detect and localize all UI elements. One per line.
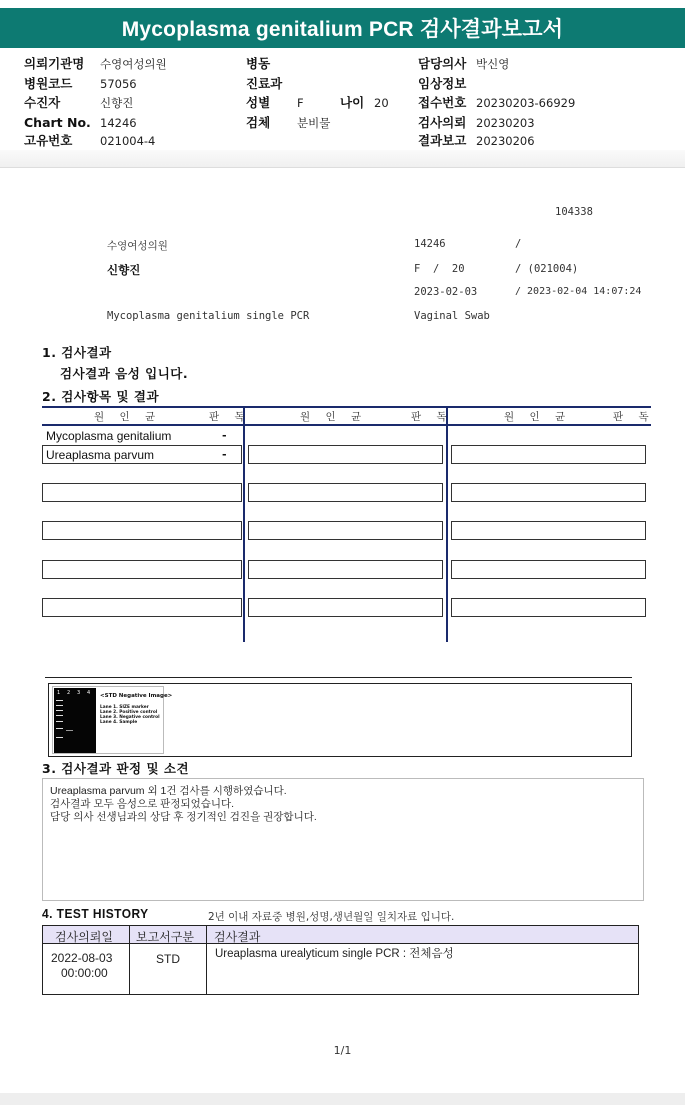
gel-image bbox=[54, 688, 96, 753]
sex-value: F bbox=[297, 96, 304, 110]
history-row-type: STD bbox=[156, 952, 180, 966]
result-cell bbox=[248, 483, 443, 502]
info-report-datetime: / 2023-02-04 14:07:24 bbox=[515, 286, 642, 297]
info-institution: 수영여성의원 bbox=[107, 240, 168, 252]
image-divider bbox=[45, 677, 632, 678]
history-col-type: 보고서구분 bbox=[136, 930, 194, 944]
result-table-top-rule bbox=[42, 406, 651, 408]
result-table-divider-1 bbox=[243, 406, 245, 642]
gel-lane-number: 4 bbox=[87, 690, 91, 696]
info-request-date: 2023-02-03 bbox=[414, 286, 478, 298]
section-2-title: 2. 검사항목 및 결과 bbox=[42, 389, 160, 404]
history-row-date: 2022-08-03 bbox=[51, 951, 113, 965]
col-header-organism-3: 원 인 균 bbox=[504, 411, 572, 423]
receipt-no-value: 20230203-66929 bbox=[476, 96, 576, 110]
info-unique-no: / (021004) bbox=[515, 263, 579, 275]
gel-band bbox=[66, 730, 73, 731]
gel-band bbox=[56, 728, 63, 729]
history-note: 2년 이내 자료중 병원,성명,생년월일 일치자료 입니다. bbox=[208, 911, 455, 923]
specimen-value: 분비물 bbox=[297, 116, 331, 130]
result-cell bbox=[42, 560, 242, 579]
lab-code: 104338 bbox=[555, 206, 593, 218]
section-3-title: 3. 검사결과 판정 및 소견 bbox=[42, 761, 190, 776]
col-header-organism-1: 원 인 균 bbox=[94, 411, 162, 423]
request-date-label: 검사의뢰 bbox=[418, 115, 467, 130]
patient-value: 신향진 bbox=[100, 96, 134, 110]
result-cell bbox=[451, 483, 646, 502]
age-value: 20 bbox=[374, 96, 389, 110]
result-table-header-rule bbox=[42, 424, 651, 426]
col-header-organism-2: 원 인 균 bbox=[300, 411, 368, 423]
report-date-value: 20230206 bbox=[476, 134, 535, 148]
section-1-result: 검사결과 음성 입니다. bbox=[60, 366, 189, 381]
result-table-divider-2 bbox=[446, 406, 448, 642]
hospital-code-label: 병원코드 bbox=[24, 76, 73, 91]
info-chart-no: 14246 bbox=[414, 238, 446, 250]
report-date-label: 결과보고 bbox=[418, 133, 467, 148]
opinion-line-1: Ureaplasma parvum 외 1건 검사를 시행하였습니다. bbox=[50, 785, 287, 797]
page-footer-bar bbox=[0, 1093, 685, 1105]
gel-band bbox=[56, 721, 63, 722]
info-patient: 신향진 bbox=[107, 263, 141, 277]
gel-lane-number: 2 bbox=[67, 690, 71, 696]
gel-image-title: <STD Negative Image> bbox=[100, 693, 173, 699]
gel-band bbox=[56, 705, 63, 706]
institution-label: 의뢰기관명 bbox=[24, 56, 85, 71]
page-number: 1/1 bbox=[333, 1044, 352, 1057]
col-header-result-1: 판 독 bbox=[209, 411, 251, 423]
result-cell bbox=[42, 598, 242, 617]
history-col-divider bbox=[129, 926, 130, 994]
specimen-label: 검체 bbox=[246, 115, 271, 130]
gel-band bbox=[56, 715, 63, 716]
result-cell bbox=[42, 483, 242, 502]
unique-no-value: 021004-4 bbox=[100, 134, 156, 148]
doctor-value: 박신영 bbox=[476, 57, 510, 71]
gel-legend-3: Lane 3. Negative control bbox=[100, 715, 160, 720]
history-table-header bbox=[43, 926, 638, 944]
header-separator bbox=[0, 167, 685, 168]
history-col-divider bbox=[206, 926, 207, 994]
ward-label: 병동 bbox=[246, 56, 271, 71]
opinion-line-3: 담당 의사 선생님과의 상담 후 정기적인 검진을 권장합니다. bbox=[50, 811, 317, 823]
result-cell bbox=[451, 521, 646, 540]
gel-image-card bbox=[52, 686, 173, 754]
result-cell bbox=[451, 445, 646, 464]
result-organism-2: Ureaplasma parvum bbox=[46, 448, 155, 462]
result-value-1: - bbox=[222, 429, 227, 442]
patient-label: 수진자 bbox=[24, 95, 61, 110]
info-slash: / bbox=[515, 238, 522, 250]
info-specimen: Vaginal Swab bbox=[414, 310, 490, 322]
result-cell bbox=[42, 521, 242, 540]
report-title: Mycoplasma genitalium PCR 검사결과보고서 bbox=[0, 8, 685, 48]
result-cell bbox=[248, 560, 443, 579]
dept-label: 진료과 bbox=[246, 76, 283, 91]
header-separator-shade bbox=[0, 150, 685, 167]
info-test-name: Mycoplasma genitalium single PCR bbox=[107, 310, 310, 322]
history-row-time: 00:00:00 bbox=[61, 966, 108, 980]
history-col-result: 검사결과 bbox=[214, 930, 261, 944]
result-cell bbox=[248, 598, 443, 617]
history-col-date: 검사의뢰일 bbox=[55, 930, 113, 944]
age-label: 나이 bbox=[340, 95, 365, 110]
gel-band bbox=[56, 700, 63, 701]
info-sex-age: F / 20 bbox=[414, 263, 465, 275]
gel-band bbox=[56, 710, 63, 711]
receipt-no-label: 접수번호 bbox=[418, 95, 467, 110]
gel-lane-number: 1 bbox=[57, 690, 61, 696]
gel-legend-4: Lane 4. Sample bbox=[100, 720, 138, 725]
section-1-title: 1. 검사결과 bbox=[42, 345, 112, 360]
result-cell bbox=[248, 445, 443, 464]
col-header-result-3: 판 독 bbox=[613, 411, 655, 423]
result-cell bbox=[248, 521, 443, 540]
hospital-code-value: 57056 bbox=[100, 77, 137, 91]
gel-lane-number: 3 bbox=[77, 690, 81, 696]
sex-label: 성별 bbox=[246, 95, 271, 110]
chart-no-value: 14246 bbox=[100, 116, 137, 130]
result-organism-1: Mycoplasma genitalium bbox=[46, 429, 172, 443]
gel-legend-1: Lane 1. SIZE marker bbox=[100, 705, 149, 710]
gel-band bbox=[56, 737, 63, 738]
chart-no-label: Chart No. bbox=[24, 115, 91, 130]
result-cell bbox=[451, 598, 646, 617]
institution-value: 수영여성의원 bbox=[100, 57, 167, 71]
doctor-label: 담당의사 bbox=[418, 56, 467, 71]
history-table bbox=[42, 925, 639, 995]
result-cell bbox=[451, 560, 646, 579]
result-value-2: - bbox=[222, 448, 227, 461]
gel-legend-2: Lane 2. Positive control bbox=[100, 710, 158, 715]
clinical-info-label: 임상정보 bbox=[418, 76, 467, 91]
request-date-value: 20230203 bbox=[476, 116, 535, 130]
unique-no-label: 고유번호 bbox=[24, 133, 73, 148]
section-4-title: 4. TEST HISTORY bbox=[42, 906, 149, 921]
opinion-line-2: 검사결과 모두 음성으로 판정되었습니다. bbox=[50, 798, 235, 810]
col-header-result-2: 판 독 bbox=[411, 411, 453, 423]
history-row-result: Ureaplasma urealyticum single PCR : 전체음성 bbox=[215, 948, 454, 960]
